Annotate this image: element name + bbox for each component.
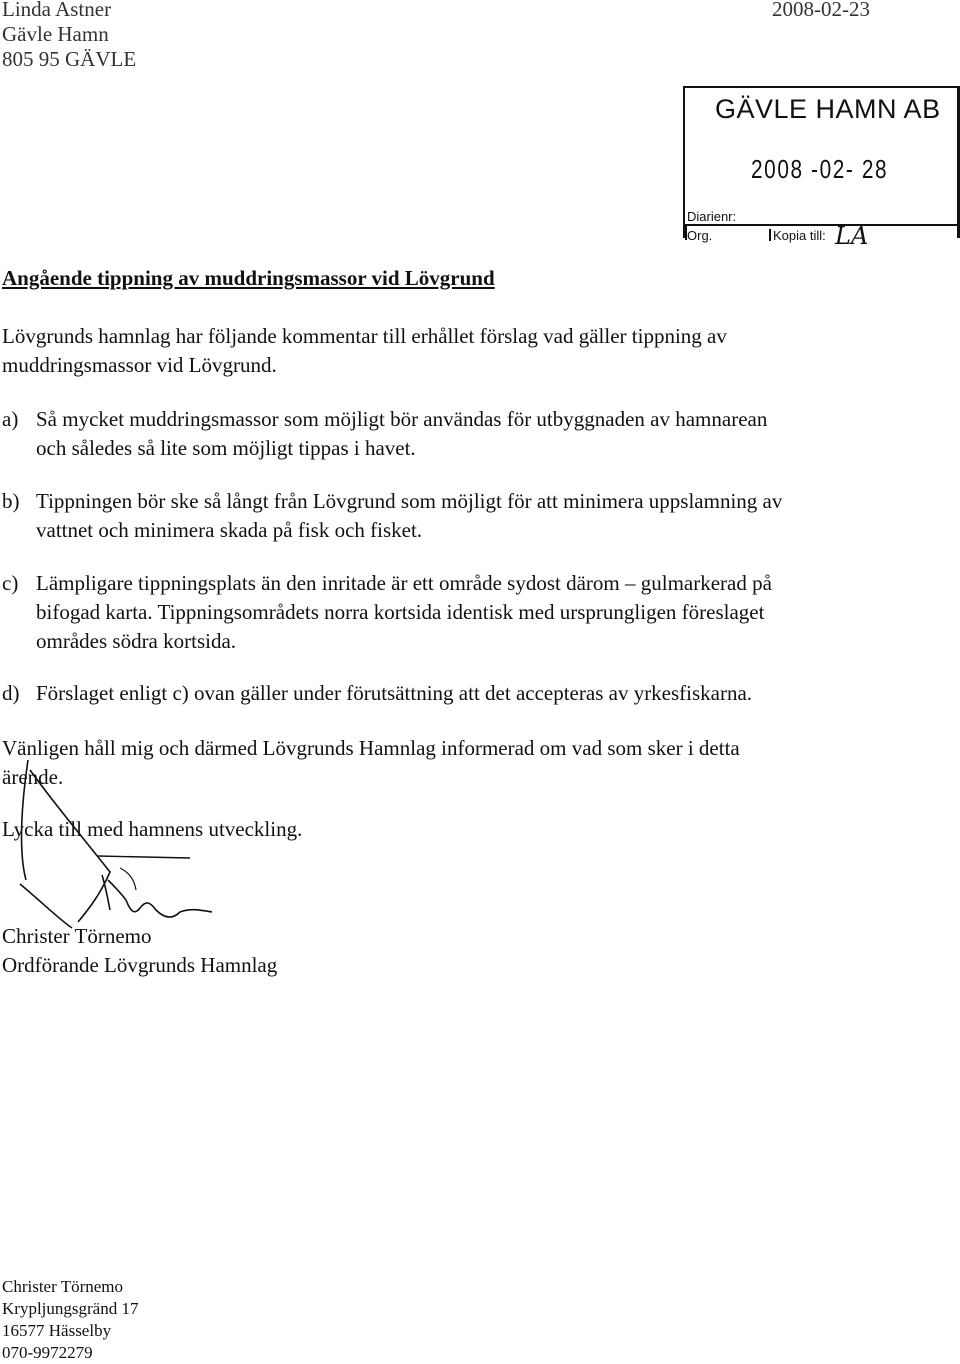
footer-city: 16577 Hässelby <box>2 1321 112 1340</box>
footer-phone: 070-9972279 <box>2 1343 93 1362</box>
footer-address <box>2 1276 138 1364</box>
intro-line: Lövgrunds hamnlag har följande kommentar till erhållet förslag vad gäller tippning av <box>2 324 727 348</box>
intro-paragraph <box>2 322 727 380</box>
list-item-line: Tippningen bör ske så långt från Lövgrund som möjligt för att minimera uppslamning av <box>36 489 783 513</box>
intro-line: muddringsmassor vid Lövgrund. <box>2 353 277 377</box>
stamp-date: 2008 -02- 28 <box>751 154 889 184</box>
sender-street: Gävle Hamn <box>2 22 109 46</box>
list-item-line: vattnet och minimera skada på fisk och fisket. <box>36 518 423 542</box>
list-item-label: d) <box>2 681 20 705</box>
stamp-divider-kopia <box>769 229 771 241</box>
list-item-line: och således så lite som möjligt tippas i havet. <box>36 436 416 460</box>
list-item-line: Förslaget enligt c) ovan gäller under förutsättning att det accepteras av yrkesfiskarna. <box>36 681 753 705</box>
handwritten-signature <box>0 760 240 930</box>
list-item-line: Så mycket muddringsmassor som möjligt bör användas för utbyggnaden av hamnarean <box>36 407 768 431</box>
list-item-label: b) <box>2 489 20 513</box>
list-item-line: områdes södra kortsida. <box>36 629 237 653</box>
closing-line: ärende. <box>2 765 64 789</box>
stamp-org-label: Org. <box>687 228 713 243</box>
sender-address <box>2 0 136 72</box>
stamp-company: GÄVLE HAMN AB <box>715 94 941 124</box>
sender-city: 805 95 GÄVLE <box>2 47 137 71</box>
footer-name: Christer Törnemo <box>2 1277 124 1296</box>
received-stamp <box>683 86 960 250</box>
sender-name: Linda Astner <box>2 0 112 21</box>
stamp-kopia-label: Kopia till: <box>773 228 826 243</box>
letter-subject: Angående tippning av muddringsmassor vid Lövgrund <box>2 266 495 290</box>
closing-wish: Lycka till med hamnens utveckling. <box>2 817 303 841</box>
stamp-diarienr-label: Diarienr: <box>687 209 737 224</box>
signer-title: Ordförande Lövgrunds Hamnlag <box>2 953 278 977</box>
closing-line: Vänligen håll mig och därmed Lövgrunds Hamnlag informerad om vad som sker i detta <box>2 736 740 760</box>
letter-date: 2008-02-23 <box>772 0 870 21</box>
footer-street: Krypljungsgränd 17 <box>2 1299 139 1318</box>
list-item-label: a) <box>2 407 19 431</box>
signer-name: Christer Törnemo <box>2 924 152 948</box>
list-item-label: c) <box>2 571 19 595</box>
list-item-line: bifogad karta. Tippningsområdets norra kortsida identisk med ursprungligen föreslaget <box>36 600 765 624</box>
stamp-handwritten-initials: LA <box>835 222 869 250</box>
stamp-divider <box>685 224 957 226</box>
signer-block <box>2 922 277 980</box>
list-item-line: Lämpligare tippningsplats än den inritade är ett område sydost därom – gulmarkerad på <box>36 571 772 595</box>
